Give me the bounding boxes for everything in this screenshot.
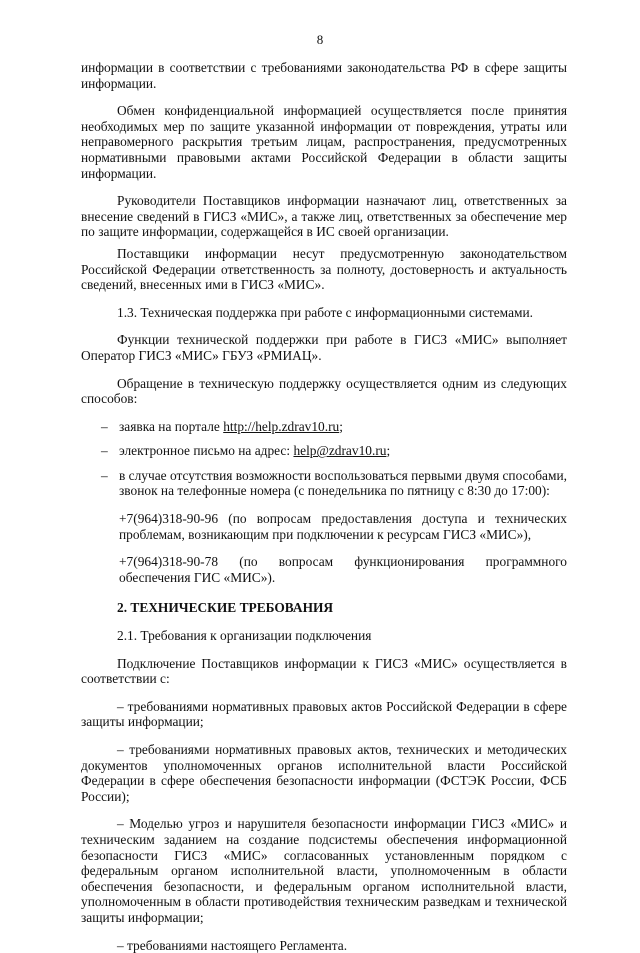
list-item-text: в случае отсутствия возможности воспользоваться первыми двумя способами, звонок на телефонные номера (с понедельника по пятницу с 8:30 до 17:00): [119,467,567,499]
help-portal-link[interactable]: http://help.zdrav10.ru [223,418,340,434]
page-number: 8 [316,32,324,47]
requirement-item: – требованиями нормативных правовых актов, технических и методических документов уполномоченных органов исполнительной власти Российской Федерации в сфере обеспечения безопасности информации (ФСТЭК России, ФСБ России); [81,742,567,804]
paragraph: Руководители Поставщиков информации назначают лиц, ответственных за внесение сведений в ГИСЗ «МИС», а также лиц, ответственных за обеспечение мер по защите информации, содержащейся в ИС своей организации. [81,193,567,240]
list-item-punct: ; [386,443,391,459]
document-body [81,60,567,953]
list-item-punct: ; [339,418,343,434]
paragraph: Функции технической поддержки при работе в ГИСЗ «МИС» выполняет Оператор ГИСЗ «МИС» ГБУЗ «РМИАЦ». [81,332,567,363]
paragraph: Обмен конфиденциальной информацией осуществляется после принятия необходимых мер по защите указанной информации от повреждения, утраты или неправомерного раскрытия третьим лицам, распространения, предусмотренных нормативными правовыми актами Российской Федерации в области защиты информации. [81,103,567,181]
list-item [81,443,567,459]
paragraph: информации в соответствии с требованиями законодательства РФ в сфере защиты информации. [81,60,567,91]
section-heading-2: 2. ТЕХНИЧЕСКИЕ ТРЕБОВАНИЯ [117,600,334,616]
help-email-link[interactable]: help@zdrav10.ru [293,443,387,459]
list-item [81,419,567,435]
list-item-text: заявка на портале [119,418,224,434]
requirement-item: – Моделью угроз и нарушителя безопасности информации ГИСЗ «МИС» и техническим заданием на создание подсистемы обеспечения информационной безопасности ГИСЗ «МИС» согласованных установленным порядком с федеральным органом исполнительной власти, уполномоченным в области обеспечения безопасности, и федеральным органом исполнительной власти, уполномоченным в области противодействия техническим разведкам и технической защиты информации; [81,816,567,925]
paragraph: Обращение в техническую поддержку осуществляется одним из следующих способов: [81,375,567,407]
paragraph: Подключение Поставщиков информации к ГИСЗ «МИС» осуществляется в соответствии с: [81,655,567,687]
requirement-item: – требованиями настоящего Регламента. [117,937,348,953]
phone-line-2: +7(964)318-90-78 (по вопросам функционирования программного обеспечения ГИС «МИС»). [119,554,567,585]
phone-line-1: +7(964)318-90-96 (по вопросам предоставления доступа и технических проблемам, возникающим при подключении к ресурсам ГИСЗ «МИС»), [119,511,567,542]
bullet-dash: – [101,418,108,434]
requirement-item: – требованиями нормативных правовых актов Российской Федерации в сфере защиты информации; [81,698,567,730]
list-item-text: электронное письмо на адрес: [119,443,294,459]
list-item [81,468,567,499]
section-heading-1-3: 1.3. Техническая поддержка при работе с информационными системами. [117,304,533,320]
bullet-dash: – [101,467,108,483]
paragraph: Поставщики информации несут предусмотренную законодательством Российской Федерации ответственность за полноту, достоверность и актуальность сведений, внесенных ими в ГИСЗ «МИС». [81,245,567,293]
subsection-heading-2-1: 2.1. Требования к организации подключения [117,628,372,644]
bullet-dash: – [101,443,108,459]
